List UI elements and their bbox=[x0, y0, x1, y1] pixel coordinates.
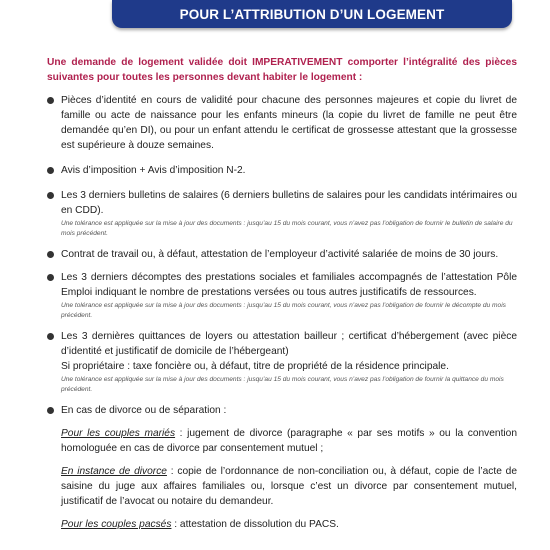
bullet-icon bbox=[47, 333, 54, 340]
list-item bbox=[47, 163, 517, 178]
item-extra: Si propriétaire : taxe foncière ou, à défaut, titre de propriété de la résidence principale. bbox=[61, 361, 449, 372]
sub-item-label: Pour les couples pacsés bbox=[61, 519, 172, 530]
list-item bbox=[47, 270, 517, 321]
sub-item-pending-divorce bbox=[61, 464, 517, 509]
item-text: Pièces d’identité en cours de validité pour chacune des personnes majeures et copie du livret de famille ou acte de naissance pour les enfants mineurs (la copie du livret de famille ne peut être demandée qu’en DI), ou pour un enfant attendu le certificat de grossesse attestant que la grossesse est supérieure à douze semaines. bbox=[61, 95, 517, 151]
bullet-icon bbox=[47, 167, 54, 174]
sub-item-label: Pour les couples mariés bbox=[61, 428, 176, 439]
bullet-icon bbox=[47, 407, 54, 414]
list-item bbox=[47, 247, 517, 262]
item-text: Les 3 derniers décomptes des prestations sociales et familiales accompagnés de l’attestation Pôle Emploi indiquant le nombre de prestations versées ou tous autres justificatifs de ressources. bbox=[61, 272, 517, 298]
intro-text: Une demande de logement validée doit IMPERATIVEMENT comporter l’intégralité des pièces suivantes pour toutes les personnes devant habiter le logement : bbox=[47, 57, 517, 83]
item-note: Une tolérance est appliquée sur la mise à jour des documents : jusqu’au 15 du mois courant, vous n’avez pas l’obligation de fournir la quittance du mois précédent. bbox=[61, 376, 504, 393]
item-text: Avis d’imposition + Avis d’imposition N-2. bbox=[61, 165, 246, 176]
requirements-list bbox=[47, 93, 517, 532]
page-title-banner bbox=[112, 0, 512, 28]
item-note: Une tolérance est appliquée sur la mise à jour des documents : jusqu’au 15 du mois courant, vous n’avez pas l’obligation de fournir le décompte du mois précédent. bbox=[61, 302, 506, 319]
sub-item-text: : copie de l’ordonnance de non-conciliation ou, à défaut, copie de l’acte de saisine du juge aux affaires familiales ou, lorsque c’est un divorce par consentement mutuel, justificatif de l’avocat ou notaire du demandeur. bbox=[61, 466, 517, 507]
list-item bbox=[47, 188, 517, 239]
sub-item-text: : jugement de divorce (paragraphe « par ses motifs » ou la convention homologuée en cas de divorce par consentement mutuel ; bbox=[61, 428, 518, 454]
page-title: POUR L’ATTRIBUTION D’UN LOGEMENT bbox=[179, 6, 445, 22]
item-text: Contrat de travail ou, à défaut, attestation de l’employeur d’activité salariée de moins de 30 jours. bbox=[61, 249, 499, 260]
list-item bbox=[47, 93, 517, 153]
item-text: Les 3 derniers bulletins de salaires (6 derniers bulletins de salaires pour les candidats intérimaires ou en CDD). bbox=[61, 190, 517, 216]
item-note: Une tolérance est appliquée sur la mise à jour des documents : jusqu’au 15 du mois courant, vous n’avez pas l’obligation de fournir le bulletin de salaire du mois précédent. bbox=[61, 220, 513, 237]
list-item bbox=[47, 403, 517, 532]
sub-item-pacs bbox=[61, 517, 517, 532]
bullet-icon bbox=[47, 97, 54, 104]
sub-item-text: : attestation de dissolution du PACS. bbox=[171, 519, 339, 530]
bullet-icon bbox=[47, 251, 54, 258]
item-text: En cas de divorce ou de séparation : bbox=[61, 405, 227, 416]
bullet-icon bbox=[47, 192, 54, 199]
sub-item-label: En instance de divorce bbox=[61, 466, 167, 477]
item-text: Les 3 dernières quittances de loyers ou attestation bailleur ; certificat d’hébergement (avec pièce d’identité et justificatif de domicile de l’hébergeant) bbox=[61, 331, 517, 357]
list-item bbox=[47, 329, 517, 395]
bullet-icon bbox=[47, 274, 54, 281]
sub-item-married bbox=[61, 426, 517, 456]
